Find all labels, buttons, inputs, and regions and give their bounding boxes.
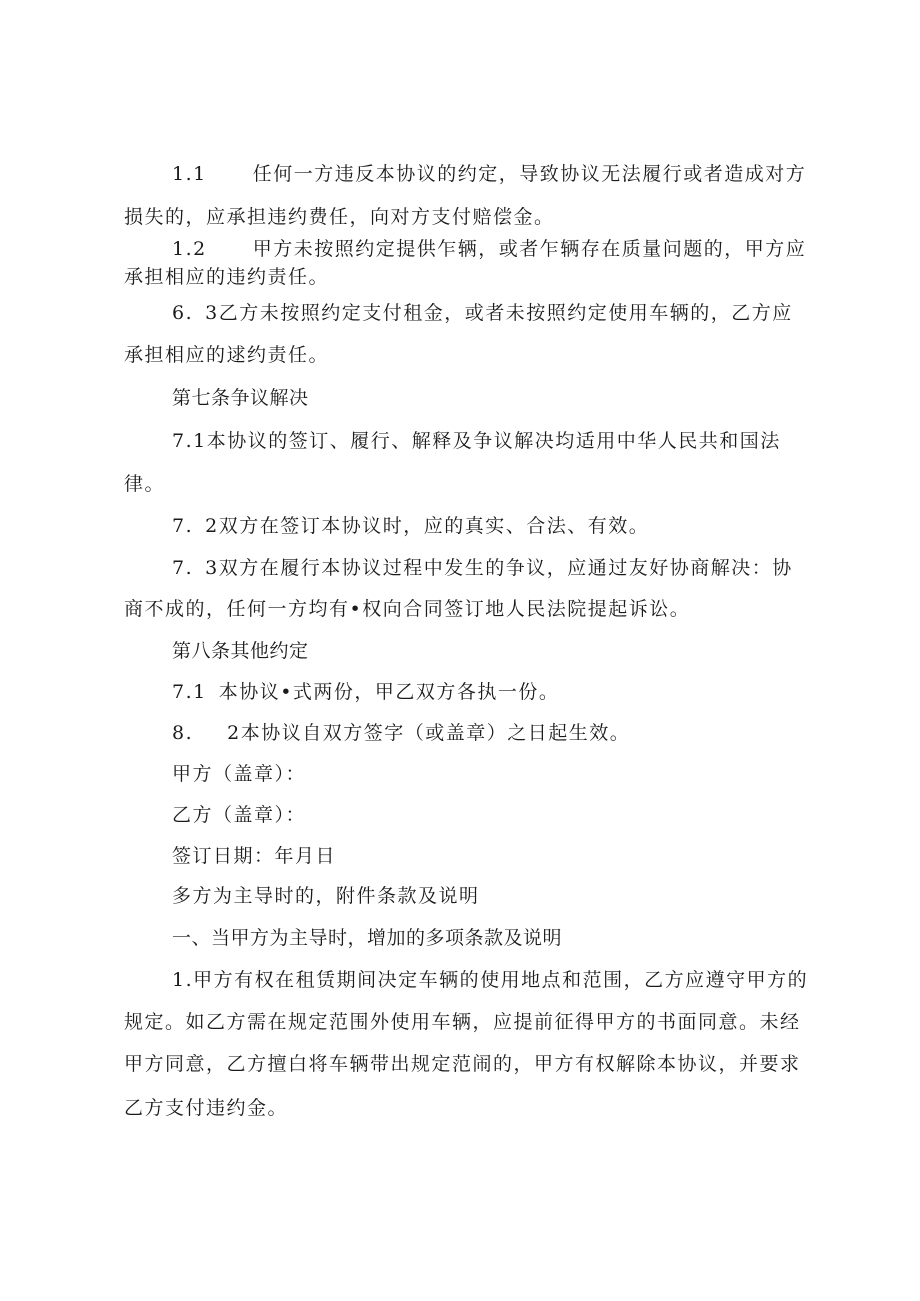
clause-number: 6. xyxy=(172,302,194,324)
clause-7-3-line-2: 商不成的，任何一方均有•权向合同签订地人民法院提起诉讼。 xyxy=(124,598,691,620)
clause-text: 3双方在履行本协议过程中发生的争议，应通过友好协商解决：协 xyxy=(205,557,793,579)
clause-text: 本协议•式两份，甲乙双方各执一份。 xyxy=(218,681,560,703)
clause-7-2 xyxy=(172,514,649,538)
clause-number: 7. xyxy=(172,557,194,579)
clause-1-2-line-2: 承担相应的违约责任。 xyxy=(124,266,330,288)
clause-1-1-line-1 xyxy=(172,162,806,186)
appendix-clause-1-line-3: 甲方同意，乙方擅白将车辆带出规定范闹的，甲方有权解除本协议，并要求 xyxy=(124,1053,801,1075)
clause-8-2 xyxy=(172,721,630,745)
clause-number: 7.1 xyxy=(172,681,207,703)
section-8-heading: 第八条其他约定 xyxy=(172,640,309,662)
clause-number: 7. xyxy=(172,515,194,537)
signature-date: 签订日期：年月日 xyxy=(172,845,337,867)
clause-7-1-line-2: 律。 xyxy=(124,473,166,495)
clause-number: 8. xyxy=(172,722,194,744)
clause-text: 甲方未按照约定提供乍辆，或者乍辆存在质量问题的，甲方应 xyxy=(252,238,807,260)
appendix-heading: 一、当甲方为主导时，增加的多项条款及说明 xyxy=(172,927,563,949)
clause-number: 1.2 xyxy=(172,238,207,260)
appendix-clause-1-line-2: 规定。如乙方需在规定范围外使用车辆，应提前征得甲方的书面同意。未经 xyxy=(124,1011,801,1033)
clause-7-3-line-1 xyxy=(172,556,793,580)
signature-party-b: 乙方（盖章）： xyxy=(172,804,307,826)
clause-8-1 xyxy=(172,680,559,704)
appendix-clause-1-line-1: 1.甲方有权在租赁期间决定车辆的使用地点和范围，乙方应遵守甲方的 xyxy=(172,969,809,991)
clause-number: 1.1 xyxy=(172,163,207,185)
clause-text: 2双方在签订本协议时，应的真实、合法、有效。 xyxy=(205,515,650,537)
signature-party-a: 甲方（盖章）： xyxy=(172,763,307,785)
clause-1-2-line-1 xyxy=(172,237,806,261)
clause-text: 3乙方未按照约定支付租金，或者未按照约定使用车辆的，乙方应 xyxy=(205,302,793,324)
clause-7-1-line-1: 7.1本协议的签订、履行、解释及争议解决均适用中华人民共和国法 xyxy=(172,430,781,452)
clause-6-3-line-2: 承担相应的逑约责任。 xyxy=(124,344,330,366)
clause-1-1-line-2: 损失的，应承担违约费任，向对方支付赔偿金。 xyxy=(124,206,555,228)
section-7-heading: 第七条争议解决 xyxy=(172,387,309,409)
appendix-intro: 多方为主导时的，附件条款及说明 xyxy=(172,885,480,907)
clause-6-3-line-1 xyxy=(172,301,793,325)
clause-text: 任何一方违反本协议的约定，导致协议无法履行或者造成对方 xyxy=(252,163,807,185)
clause-text: 2本协议自双方签字（或盖章）之日起生效。 xyxy=(227,722,631,744)
appendix-clause-1-line-4: 乙方支付违约金。 xyxy=(124,1097,289,1119)
